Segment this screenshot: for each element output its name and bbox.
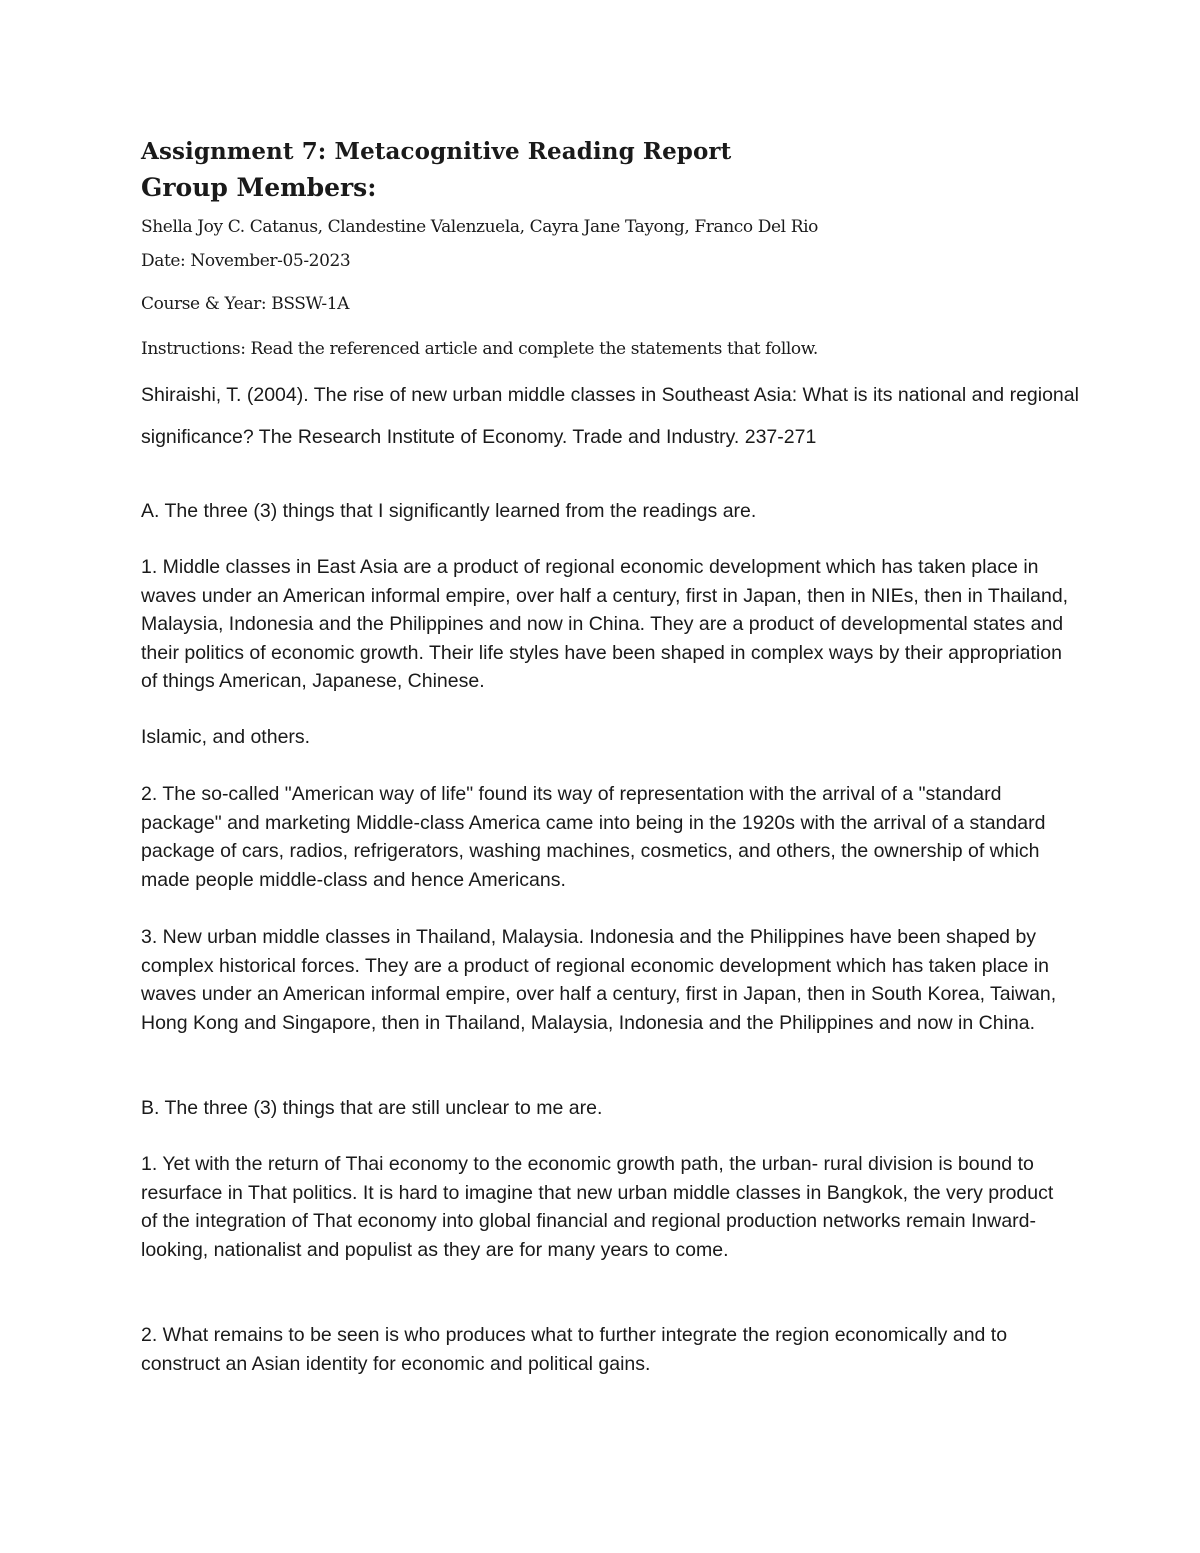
course-line: Course & Year: BSSW-1A bbox=[141, 294, 349, 314]
citation: Shiraishi, T. (2004). The rise of new urban middle classes in Southeast Asia: What is its national and regional significance? The Research Institute of Economy. Trade and Industry. 237-271 bbox=[141, 384, 1079, 448]
unclear-item-2: 2. What remains to be seen is who produces what to further integrate the region economically and to construct an Asian identity for economic and political gains. bbox=[141, 1324, 1008, 1375]
learned-item-3: 3. New urban middle classes in Thailand, Malaysia. Indonesia and the Philippines have been shaped by complex historical forces. They are a product of regional economic development which has taken place in waves under an American informal empire, over half a century, first in Japan, then in South Korea, Taiwan, Hong Kong and Singapore, then in Thailand, Malaysia, Indonesia and the Philippines and now in China. bbox=[141, 926, 1057, 1034]
learned-item-2: 2. The so-called "American way of life" found its way of representation with the arrival of a "standard package" and marketing Middle-class America came into being in the 1920s with the arrival of a standard package of cars, radios, refrigerators, washing machines, cosmetics, and others, the ownership of which made people middle-class and hence Americans. bbox=[141, 783, 1046, 891]
section-b-heading: B. The three (3) things that are still unclear to me are. bbox=[141, 1097, 603, 1119]
date-line: Date: November-05-2023 bbox=[141, 251, 351, 271]
learned-item-1-continued: Islamic, and others. bbox=[141, 726, 311, 748]
members-line: Shella Joy C. Catanus, Clandestine Valenzuela, Cayra Jane Tayong, Franco Del Rio bbox=[141, 217, 818, 237]
unclear-item-1: 1. Yet with the return of Thai economy to the economic growth path, the urban- rural division is bound to resurface in That politics. It is hard to imagine that new urban middle classes in Bangkok, the very product of the integration of That economy into global financial and regional production networks remain Inward-looking, nationalist and populist as they are for many years to come. bbox=[141, 1153, 1054, 1261]
group-members-heading: Group Members: bbox=[141, 173, 377, 202]
learned-item-1: 1. Middle classes in East Asia are a product of regional economic development which has taken place in waves under an American informal empire, over half a century, first in Japan, then in NIEs, then in Thailand, Malaysia, Indonesia and the Philippines and now in China. They are a product of developmental states and their politics of economic growth. Their life styles have been shaped in complex ways by their appropriation of things American, Japanese, Chinese. bbox=[141, 556, 1069, 693]
document-title: Assignment 7: Metacognitive Reading Report bbox=[141, 138, 732, 165]
instructions-line: Instructions: Read the referenced article and complete the statements that follow. bbox=[141, 339, 818, 359]
section-a-heading: A. The three (3) things that I significantly learned from the readings are. bbox=[141, 500, 757, 522]
